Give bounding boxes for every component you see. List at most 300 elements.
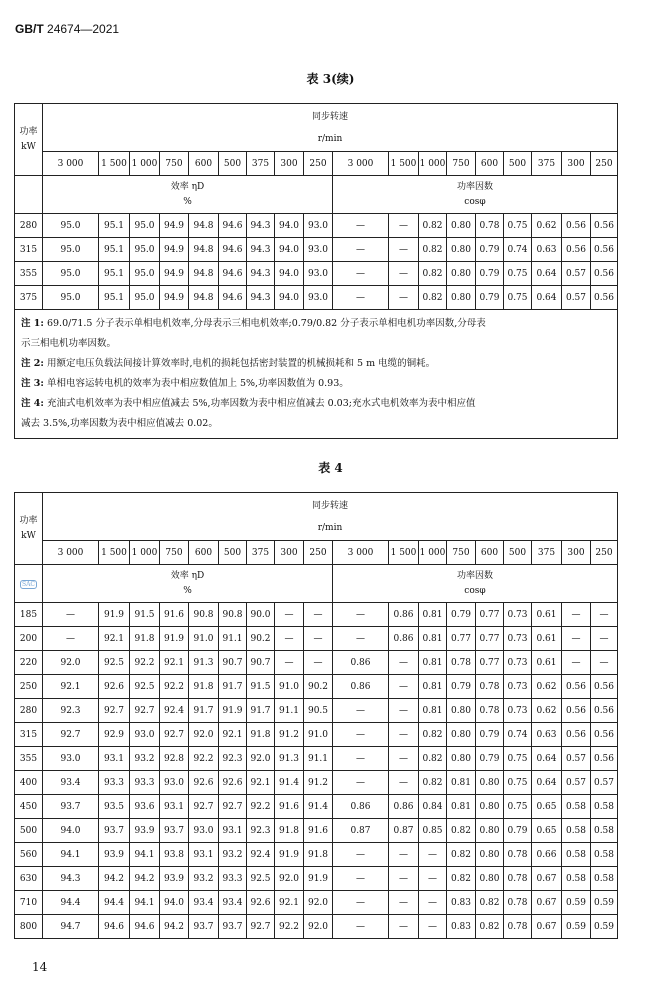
value-cell: 0.78 — [476, 214, 504, 238]
power-cell: 250 — [15, 675, 43, 699]
value-cell: 92.5 — [130, 675, 160, 699]
value-cell: 92.7 — [130, 699, 160, 723]
blank-cell — [15, 565, 43, 603]
speed-header-cell: 1 000 — [130, 541, 160, 565]
value-cell: 90.8 — [219, 603, 247, 627]
value-cell: 0.64 — [532, 747, 562, 771]
value-cell: 92.6 — [99, 675, 130, 699]
value-cell: 0.61 — [532, 651, 562, 675]
note-text: 69.0/71.5 分子表示单相电机效率,分母表示三相电机效率;0.79/0.82 分子表示单相电机功率因数,分母表 — [46, 318, 486, 329]
value-cell: 93.7 — [99, 819, 130, 843]
value-cell: 0.56 — [591, 699, 618, 723]
value-cell: 0.74 — [504, 723, 532, 747]
value-cell: 0.74 — [504, 238, 532, 262]
value-cell: 94.0 — [275, 238, 304, 262]
value-cell: — — [389, 771, 419, 795]
value-cell: 91.7 — [247, 699, 275, 723]
value-cell: — — [304, 651, 333, 675]
value-cell: 95.0 — [43, 238, 99, 262]
value-cell: 0.79 — [504, 819, 532, 843]
value-cell: 0.65 — [532, 819, 562, 843]
value-cell: 0.57 — [562, 262, 591, 286]
value-cell: — — [389, 214, 419, 238]
value-cell: 0.63 — [532, 723, 562, 747]
table-row — [15, 843, 618, 867]
value-cell: 0.77 — [476, 627, 504, 651]
note-text: 单相电容运转电机的效率为表中相应数值加上 5%,功率因数值为 0.93。 — [46, 378, 349, 389]
value-cell: — — [389, 286, 419, 310]
power-cell: 710 — [15, 891, 43, 915]
value-cell: 92.8 — [160, 747, 189, 771]
power-cell: 800 — [15, 915, 43, 939]
value-cell: 91.1 — [304, 747, 333, 771]
value-cell: — — [333, 843, 389, 867]
table-3 — [14, 103, 618, 439]
value-cell: 95.1 — [99, 286, 130, 310]
value-cell: 0.67 — [532, 891, 562, 915]
value-cell: — — [333, 915, 389, 939]
value-cell: 90.0 — [247, 603, 275, 627]
value-cell: 92.1 — [99, 627, 130, 651]
speed-header-cell: 3 000 — [43, 152, 99, 176]
value-cell: 94.6 — [219, 262, 247, 286]
speed-header-cell: 600 — [189, 152, 219, 176]
speed-header-cell: 250 — [591, 152, 618, 176]
value-cell: 95.0 — [43, 214, 99, 238]
value-cell: 93.7 — [43, 795, 99, 819]
standard-code: GB/T 24674—2021 — [15, 22, 120, 36]
sync-speed-label: 同步转速 — [43, 104, 618, 128]
value-cell: 92.3 — [43, 699, 99, 723]
value-cell: 93.0 — [189, 819, 219, 843]
value-cell: 94.1 — [130, 891, 160, 915]
value-cell: 0.57 — [562, 771, 591, 795]
speed-header-cell: 750 — [447, 541, 476, 565]
value-cell: 0.81 — [447, 795, 476, 819]
value-cell: 0.81 — [419, 699, 447, 723]
value-cell: 0.81 — [447, 771, 476, 795]
value-cell: 0.78 — [504, 843, 532, 867]
speed-header-cell: 750 — [447, 152, 476, 176]
value-cell: 93.8 — [160, 843, 189, 867]
value-cell: 94.9 — [160, 214, 189, 238]
value-cell: 91.8 — [275, 819, 304, 843]
value-cell: 0.64 — [532, 286, 562, 310]
value-cell: 0.79 — [476, 747, 504, 771]
value-cell: — — [419, 867, 447, 891]
value-cell: 90.7 — [219, 651, 247, 675]
value-cell: 93.0 — [304, 262, 333, 286]
value-cell: 0.77 — [447, 627, 476, 651]
value-cell: 0.78 — [476, 699, 504, 723]
value-cell: — — [389, 675, 419, 699]
speed-unit: r/min — [43, 128, 618, 152]
value-cell: 0.82 — [447, 843, 476, 867]
value-cell: 94.0 — [275, 262, 304, 286]
value-cell: 94.4 — [99, 891, 130, 915]
table-row — [15, 819, 618, 843]
value-cell: — — [419, 891, 447, 915]
note-continuation: 减去 3.5%,功率因数为表中相应值减去 0.02。 — [21, 418, 218, 429]
value-cell: 92.2 — [160, 675, 189, 699]
value-cell: 0.78 — [447, 651, 476, 675]
value-cell: 91.9 — [99, 603, 130, 627]
value-cell: 0.73 — [504, 651, 532, 675]
value-cell: 93.0 — [43, 747, 99, 771]
value-cell: 0.79 — [447, 675, 476, 699]
value-cell: — — [389, 262, 419, 286]
value-cell: 91.6 — [160, 603, 189, 627]
power-cell: 315 — [15, 723, 43, 747]
value-cell: 0.86 — [333, 675, 389, 699]
value-cell: 0.73 — [504, 603, 532, 627]
value-cell: 92.1 — [43, 675, 99, 699]
value-cell: 0.75 — [504, 771, 532, 795]
value-cell: 0.58 — [591, 843, 618, 867]
value-cell: 0.79 — [447, 603, 476, 627]
value-cell: 94.9 — [160, 262, 189, 286]
value-cell: 92.2 — [130, 651, 160, 675]
value-cell: 92.0 — [189, 723, 219, 747]
value-cell: 95.1 — [99, 262, 130, 286]
value-cell: 94.6 — [130, 915, 160, 939]
value-cell: 92.1 — [160, 651, 189, 675]
power-factor-header: 功率因数 cosφ — [333, 565, 618, 603]
table-row — [15, 891, 618, 915]
value-cell: 0.59 — [591, 915, 618, 939]
value-cell: 93.2 — [219, 843, 247, 867]
table-row — [15, 603, 618, 627]
value-cell: 92.7 — [189, 795, 219, 819]
value-cell: 92.0 — [304, 891, 333, 915]
value-cell: 0.57 — [562, 286, 591, 310]
value-cell: 92.1 — [247, 771, 275, 795]
value-cell: 93.7 — [189, 915, 219, 939]
value-cell: 94.0 — [160, 891, 189, 915]
power-header: 功率 kW — [15, 493, 43, 565]
value-cell: 92.6 — [247, 891, 275, 915]
speed-header-cell: 1 000 — [419, 541, 447, 565]
value-cell: 92.5 — [247, 867, 275, 891]
value-cell: 0.59 — [591, 891, 618, 915]
value-cell: 0.57 — [562, 747, 591, 771]
power-cell: 450 — [15, 795, 43, 819]
value-cell: — — [389, 891, 419, 915]
speed-header-cell: 500 — [504, 152, 532, 176]
value-cell: 92.7 — [219, 795, 247, 819]
value-cell: 92.4 — [160, 699, 189, 723]
value-cell: — — [591, 627, 618, 651]
value-cell: 91.6 — [275, 795, 304, 819]
power-cell: 220 — [15, 651, 43, 675]
value-cell: — — [562, 627, 591, 651]
value-cell: 0.58 — [591, 795, 618, 819]
speed-header-cell: 1 500 — [389, 541, 419, 565]
table-row — [15, 627, 618, 651]
value-cell: 0.56 — [591, 214, 618, 238]
value-cell: — — [389, 747, 419, 771]
value-cell: 0.79 — [476, 723, 504, 747]
table-row — [15, 699, 618, 723]
value-cell: 95.0 — [130, 238, 160, 262]
value-cell: — — [333, 699, 389, 723]
note-continuation: 示三相电机功率因数。 — [21, 338, 117, 349]
value-cell: 93.4 — [43, 771, 99, 795]
power-cell: 280 — [15, 214, 43, 238]
value-cell: 0.67 — [532, 915, 562, 939]
value-cell: 93.4 — [189, 891, 219, 915]
value-cell: 94.6 — [99, 915, 130, 939]
value-cell: 0.75 — [504, 214, 532, 238]
value-cell: 93.7 — [160, 819, 189, 843]
speed-header-cell: 250 — [591, 541, 618, 565]
value-cell: 0.78 — [504, 867, 532, 891]
value-cell: — — [333, 214, 389, 238]
value-cell: 0.77 — [476, 651, 504, 675]
value-cell: 0.56 — [591, 723, 618, 747]
power-cell: 280 — [15, 699, 43, 723]
value-cell: 0.56 — [591, 262, 618, 286]
value-cell: 93.9 — [130, 819, 160, 843]
power-cell: 500 — [15, 819, 43, 843]
value-cell: 0.62 — [532, 675, 562, 699]
speed-header-cell: 500 — [504, 541, 532, 565]
table-row — [15, 723, 618, 747]
efficiency-header: 效率 ηD % — [43, 565, 333, 603]
value-cell: 0.58 — [591, 867, 618, 891]
table3-caption: 表 3(续) — [306, 72, 355, 86]
value-cell: 91.9 — [304, 867, 333, 891]
value-cell: 95.0 — [130, 214, 160, 238]
value-cell: 92.2 — [189, 747, 219, 771]
value-cell: 92.0 — [43, 651, 99, 675]
speed-header-cell: 600 — [189, 541, 219, 565]
value-cell: 0.80 — [447, 238, 476, 262]
value-cell: 92.5 — [99, 651, 130, 675]
value-cell: 91.8 — [247, 723, 275, 747]
value-cell: 93.2 — [130, 747, 160, 771]
value-cell: 94.9 — [160, 238, 189, 262]
value-cell: 93.0 — [304, 286, 333, 310]
value-cell: 93.0 — [304, 214, 333, 238]
value-cell: 93.5 — [99, 795, 130, 819]
value-cell: — — [333, 771, 389, 795]
value-cell: 0.58 — [562, 819, 591, 843]
value-cell: 0.82 — [419, 286, 447, 310]
value-cell: 91.7 — [219, 675, 247, 699]
value-cell: 0.56 — [562, 675, 591, 699]
value-cell: 0.73 — [504, 699, 532, 723]
value-cell: 94.8 — [189, 286, 219, 310]
value-cell: 0.82 — [419, 214, 447, 238]
value-cell: — — [419, 843, 447, 867]
speed-header-cell: 300 — [275, 541, 304, 565]
value-cell: 91.2 — [275, 723, 304, 747]
value-cell: — — [389, 915, 419, 939]
value-cell: — — [43, 627, 99, 651]
value-cell: 0.79 — [476, 262, 504, 286]
power-cell: 400 — [15, 771, 43, 795]
value-cell: 0.77 — [476, 603, 504, 627]
value-cell: 0.56 — [562, 214, 591, 238]
value-cell: 92.9 — [99, 723, 130, 747]
value-cell: 91.6 — [304, 819, 333, 843]
value-cell: 93.1 — [219, 819, 247, 843]
value-cell: 95.1 — [99, 238, 130, 262]
table-row — [15, 286, 618, 310]
value-cell: 0.75 — [504, 262, 532, 286]
power-cell: 315 — [15, 238, 43, 262]
value-cell: 0.80 — [447, 723, 476, 747]
value-cell: 92.7 — [43, 723, 99, 747]
value-cell: 91.7 — [189, 699, 219, 723]
value-cell: 0.87 — [389, 819, 419, 843]
value-cell: 0.80 — [447, 699, 476, 723]
speed-header-cell: 750 — [160, 541, 189, 565]
value-cell: 94.3 — [43, 867, 99, 891]
value-cell: 0.86 — [333, 651, 389, 675]
table-row — [15, 262, 618, 286]
value-cell: 91.0 — [189, 627, 219, 651]
value-cell: 0.59 — [562, 915, 591, 939]
value-cell: 92.6 — [219, 771, 247, 795]
blank-cell — [15, 176, 43, 214]
value-cell: 0.83 — [447, 915, 476, 939]
value-cell: — — [333, 262, 389, 286]
value-cell: 0.79 — [476, 286, 504, 310]
value-cell: 91.9 — [160, 627, 189, 651]
value-cell: 91.4 — [304, 795, 333, 819]
value-cell: 91.1 — [219, 627, 247, 651]
value-cell: 92.1 — [275, 891, 304, 915]
value-cell: 92.3 — [247, 819, 275, 843]
value-cell: 93.0 — [304, 238, 333, 262]
value-cell: 0.61 — [532, 603, 562, 627]
page-number: 14 — [32, 960, 48, 974]
speed-header-cell: 500 — [219, 152, 247, 176]
value-cell: 0.58 — [562, 843, 591, 867]
value-cell: 0.83 — [447, 891, 476, 915]
note-label: 注 3: — [21, 378, 44, 389]
table3-notes — [15, 310, 618, 439]
note-text: 充油式电机效率为表中相应值减去 5%,功率因数为表中相应值减去 0.03;充水式电机效率为表中相应值 — [46, 398, 476, 409]
value-cell: 92.6 — [189, 771, 219, 795]
value-cell: 91.0 — [304, 723, 333, 747]
value-cell: 0.86 — [333, 795, 389, 819]
value-cell: 94.2 — [160, 915, 189, 939]
value-cell: 92.1 — [219, 723, 247, 747]
value-cell: 0.80 — [447, 747, 476, 771]
value-cell: 95.0 — [43, 286, 99, 310]
value-cell: 94.3 — [247, 286, 275, 310]
value-cell: — — [389, 651, 419, 675]
value-cell: 0.75 — [504, 747, 532, 771]
value-cell: — — [275, 627, 304, 651]
value-cell: — — [389, 238, 419, 262]
table4-caption: 表 4 — [318, 461, 343, 475]
table-4 — [14, 492, 618, 939]
value-cell: 94.8 — [189, 262, 219, 286]
value-cell: 91.9 — [219, 699, 247, 723]
value-cell: 93.7 — [219, 915, 247, 939]
value-cell: 94.6 — [219, 214, 247, 238]
value-cell: 90.2 — [304, 675, 333, 699]
value-cell: 94.0 — [275, 286, 304, 310]
note-label: 注 1: — [21, 318, 44, 329]
value-cell: 0.58 — [562, 867, 591, 891]
speed-header-cell: 375 — [532, 541, 562, 565]
value-cell: 0.78 — [504, 891, 532, 915]
value-cell: — — [333, 286, 389, 310]
value-cell: 0.82 — [419, 238, 447, 262]
value-cell: 0.87 — [333, 819, 389, 843]
table-row — [15, 238, 618, 262]
value-cell: — — [333, 747, 389, 771]
value-cell: 0.82 — [419, 771, 447, 795]
value-cell: — — [389, 867, 419, 891]
value-cell: 93.9 — [160, 867, 189, 891]
value-cell: 93.0 — [160, 771, 189, 795]
value-cell: — — [591, 603, 618, 627]
value-cell: 94.3 — [247, 238, 275, 262]
value-cell: 0.82 — [419, 747, 447, 771]
value-cell: 93.9 — [99, 843, 130, 867]
value-cell: 0.75 — [504, 795, 532, 819]
value-cell: 93.4 — [219, 891, 247, 915]
value-cell: — — [389, 699, 419, 723]
value-cell: — — [333, 891, 389, 915]
value-cell: — — [333, 627, 389, 651]
speed-header-cell: 3 000 — [43, 541, 99, 565]
value-cell: 91.9 — [275, 843, 304, 867]
value-cell: 0.82 — [476, 915, 504, 939]
table-row — [15, 915, 618, 939]
speed-header-cell: 1 500 — [99, 541, 130, 565]
value-cell: 0.61 — [532, 627, 562, 651]
value-cell: 92.7 — [99, 699, 130, 723]
note-item — [21, 394, 611, 414]
value-cell: 0.80 — [476, 819, 504, 843]
speed-header-cell: 3 000 — [333, 152, 389, 176]
speed-header-cell: 1 500 — [99, 152, 130, 176]
speed-header-cell: 1 000 — [130, 152, 160, 176]
value-cell: 92.3 — [219, 747, 247, 771]
value-cell: 94.8 — [189, 214, 219, 238]
value-cell: 0.82 — [447, 867, 476, 891]
value-cell: — — [562, 603, 591, 627]
value-cell: 0.63 — [532, 238, 562, 262]
power-factor-header: 功率因数 cosφ — [333, 176, 618, 214]
note-item — [21, 374, 611, 394]
speed-header-cell: 500 — [219, 541, 247, 565]
value-cell: 91.5 — [247, 675, 275, 699]
value-cell: 90.7 — [247, 651, 275, 675]
value-cell: 0.82 — [476, 891, 504, 915]
value-cell: — — [562, 651, 591, 675]
value-cell: 0.79 — [476, 238, 504, 262]
value-cell: 93.0 — [130, 723, 160, 747]
value-cell: 0.73 — [504, 675, 532, 699]
note-label: 注 2: — [21, 358, 44, 369]
speed-header-cell: 375 — [247, 541, 275, 565]
value-cell: 95.0 — [130, 262, 160, 286]
value-cell: 92.0 — [304, 915, 333, 939]
speed-header-cell: 750 — [160, 152, 189, 176]
value-cell: 93.3 — [130, 771, 160, 795]
table-row — [15, 214, 618, 238]
value-cell: 0.56 — [591, 675, 618, 699]
power-header: 功率 kW — [15, 104, 43, 176]
